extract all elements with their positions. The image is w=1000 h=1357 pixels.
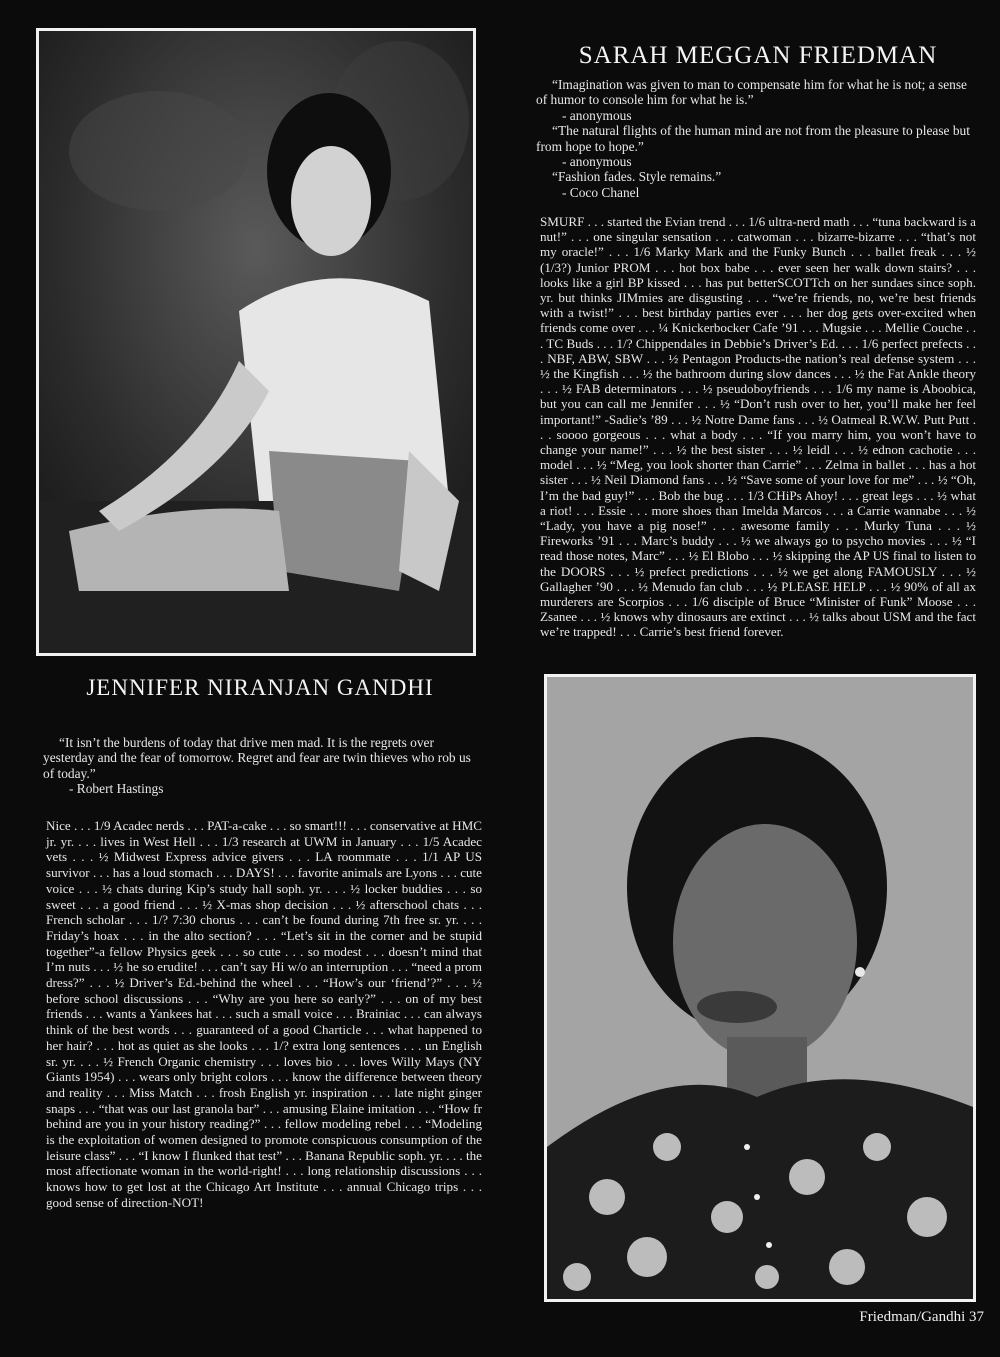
gandhi-memories: Nice . . . 1/9 Acadec nerds . . . PAT-a-cake . . . so smart!!! . . . conservative at HMC jr. yr. . . . lives in West Hell . . . 1/3 research at UWM in January . . . 1/5 Acadec vets . . . ½ Midwest Express advice givers . . . LA roommate . . . 1/1 AP US survivor . . . has a loud stomach . . . DAYS! . . . favorite animals are Lyons . . . cute voice . . . ½ chats during Kip’s study hall soph. yr. . . . ½ locker buddies . . . so sweet . . . a good friend . . . ½ X-mas shop decision . . . ½ afterschool chats . . . French scholar . . . 1/? 7:30 chorus . . . can’t be found during 7th free sr. yr. . . . Friday’s hoax . . . in the alto section? . . . “Let’s sit in the corner and be stupid together”-a fellow Physics geek . . . so cute . . . so modest . . . doesn’t mind that I’m nuts . . . ½ he so erudite! . . . can’t say Hi w/o an interruption . . . “need a prom dress?” . . . ½ Driver’s Ed.-behind the wheel . . . “How’s our ‘friend’?” . . . ½ before school discussions . . . “Why are you here so early?” . . . on of my best friends . . . wants a Yankees hat . . . such a small voice . . . Brainiac . . . can always think of the best words . . . guaranteed of a good Charticle . . . what happened to her hair? . . . hot as quiet as she looks . . . 1/? extra long sentences . . . un English sr. yr. . . . ½ French Organic chemistry . . . loves bio . . . loves Willy Mays (NY Giants 1954) . . . wears only bright colors . . . know the difference between theory and reality . . . Miss Match . . . frosh English yr. inspiration . . . late night ginger snaps . . . “that was our last granola bar” . . . amusing Elaine imitation . . . “How fr behind are you in your history reading?” . . . fellow modeling rebel . . . “Modeling is the exploitation of women designed to promote conspicuous consumption of the leisure class” . . . “I know I flunked that test” . . . Banana Republic soph. yr. . . . the most affectionate woman in the world-right! . . . long relationship discussions . . . knows how to get lost at the Chicago Art Institute . . . annual Chicago trips . . . good sense of direction-NOT!: [46, 818, 482, 1210]
gandhi-portrait-photo: [544, 674, 976, 1302]
gandhi-name-heading: JENNIFER NIRANJAN GANDHI: [86, 675, 434, 700]
gandhi-quote-block: [43, 735, 481, 797]
friedman-quote-3: “Fashion fades. Style remains.”: [552, 169, 722, 185]
friedman-quote-3-author: - Coco Chanel: [562, 184, 640, 200]
friedman-quotes: [536, 77, 976, 200]
friedman-portrait-image: [39, 31, 473, 653]
friedman-name-heading: SARAH MEGGAN FRIEDMAN: [578, 42, 938, 69]
gandhi-portrait-image: [547, 677, 973, 1299]
page-footer: Friedman/Gandhi 37: [859, 1309, 984, 1325]
gandhi-quote: “It isn’t the burdens of today that drive men mad. It is the regrets over yesterday and the fear of tomorrow. Regret and fear are twin thieves who rob us of today.”: [43, 735, 471, 781]
friedman-quote-1: “Imagination was given to man to compensate him for what he is not; a sense of humor to console him for what he is.”: [536, 77, 968, 108]
friedman-quote-1-author: - anonymous: [562, 107, 632, 123]
gandhi-quote-author: - Robert Hastings: [69, 781, 164, 797]
friedman-quote-2-author: - anonymous: [562, 154, 632, 170]
friedman-quote-2: “The natural flights of the human mind are not from the pleasure to please but from hope to hope.”: [536, 123, 970, 154]
friedman-memories: SMURF . . . started the Evian trend . . . 1/6 ultra-nerd math . . . “tuna backward is a nut!” . . . one singular sensation . . . catwoman . . . bizarre-bizarre . . . “that’s not my oracle!” . . . 1/6 Marky Mark and the Funky Bunch . . . ballet freak . . . ½ (1/3?) Junior PROM . . . hot box babe . . . ever seen her walk down stairs? . . . looks like a girl BP kissed . . . has put betterSCOTTch on her sundaes since soph. yr. but thinks JIMmies are disgusting . . . “we’re friends, no, we’re best friends with a twist!” . . . best birthday parties ever . . . her dog gets over-excited when friends come over . . . ¼ Knickerbocker Cafe ’91 . . . Mugsie . . . Mellie Couche . . . TC Buds . . . 1/? Chippendales in Debbie’s Driver’s Ed. . . . 1/6 perfect prefects . . . NBF, ABW, SBW . . . ½ Pentagon Products-the nation’s real defense system . . . ½ the Kingfish . . . ½ the bathroom during slow dances . . . ½ the Fat Ankle theory . . . ½ FAB determinators . . . ½ pseudoboyfriends . . . 1/6 my name is Aboobica, but you can call me Jennifer . . . ½ “Don’t rush over to her, you’ll make her feel important!” -Sadie’s ’89 . . . ½ Notre Dame fans . . . ½ Oatmeal R.W.W. Putt Putt . . . soooo gorgeous . . . what a body . . . “If you marry him, you won’t have to change your name!” . . . ½ the best sister . . . ½ leidl . . . ½ ednon cachotie . . . model . . . ½ “Meg, you look shorter than Carrie” . . . Zelma in ballet . . . has a hot sister . . . ½ Neil Diamond fans . . . ½ “Save some of your love for me” . . . ½ “Oh, I’m the bad guy!” . . . Bob the bug . . . 1/3 CHiPs Ahoy! . . . great legs . . . ½ what a riot! . . . Essie . . . more shoes than Imelda Marcos . . . a Carrie wannabe . . . ½ “Lady, you have a pig nose!” . . . awesome family . . . Murky Tuna . . . ½ Fireworks ’91 . . . Marc’s buddy . . . ½ we always go to psycho movies . . . ½ “I read those notes, Marc” . . . ½ El Blobo . . . ½ skipping the AP US final to listen to the DOORS . . . ½ prefect predictions . . . ½ we get along FAMOUSLY . . . ½ Gallagher ’90 . . . ½ Menudo fan club . . . ½ PLEASE HELP . . . ½ 90% of all ax murderers are Scorpios . . . 1/6 disciple of Bruce “Minister of Funk” Moose . . . Zsanee . . . ½ knows why dinosaurs are extinct . . . ½ talks about USM and the fact we’re trapped! . . . Carrie’s best friend forever.: [540, 214, 976, 640]
friedman-portrait-photo: [36, 28, 476, 656]
